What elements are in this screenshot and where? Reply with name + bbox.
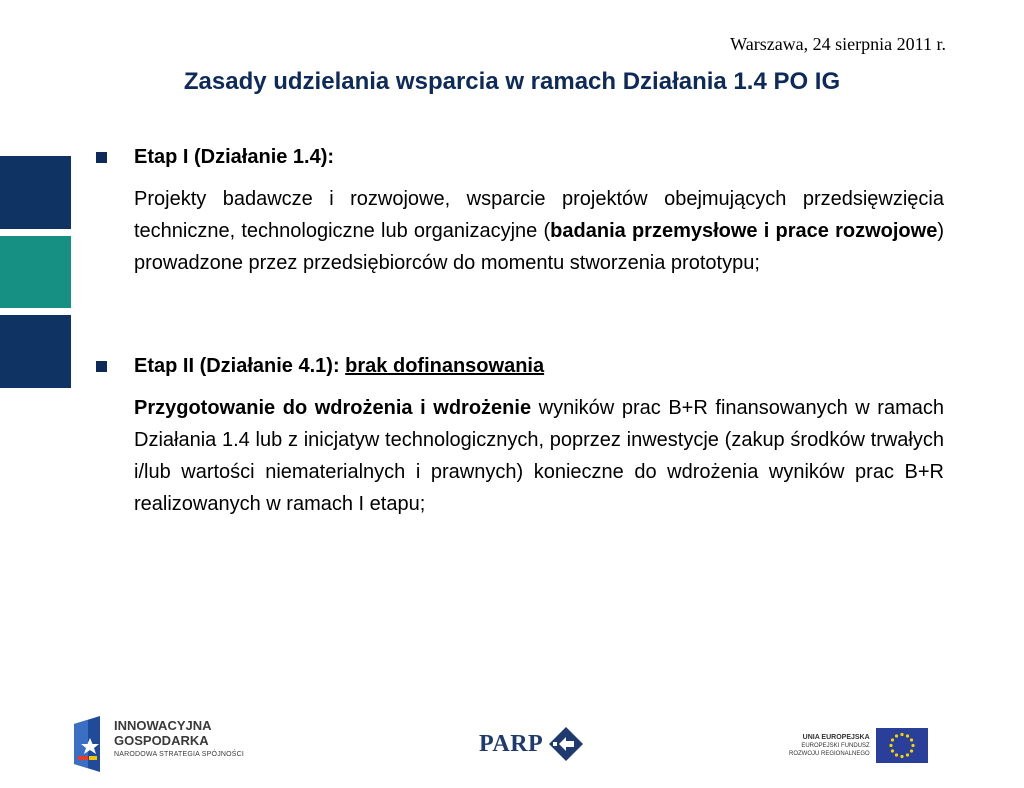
eu-star-icon — [895, 734, 898, 737]
ig-logo-line1: INNOWACYJNA — [114, 718, 212, 733]
eu-logo-line3: ROZWOJU REGIONALNEGO — [789, 751, 870, 757]
eu-star-icon — [891, 749, 894, 752]
parp-logo-text: PARP — [479, 730, 544, 757]
date-line: Warszawa, 24 sierpnia 2011 r. — [730, 34, 946, 54]
square-bullet-icon — [96, 152, 107, 163]
parp-logo — [479, 725, 585, 763]
eu-star-icon — [900, 733, 903, 736]
ig-logo-line3: NARODOWA STRATEGIA SPÓJNOŚCI — [114, 751, 245, 758]
stage2-heading — [134, 355, 544, 378]
parp-emblem-icon — [547, 725, 585, 763]
stage1-paragraph — [134, 183, 944, 279]
eu-erdf-logo — [789, 728, 928, 763]
stage1-para-post: ) prowadzone przez przedsiębiorców do momentu stworzenia prototypu; — [134, 220, 944, 274]
stage1-para-pre: Projekty badawcze i rozwojowe, wsparcie projektów obejmujących przedsięwzięcia techniczne, technologiczne lub organizacyjne ( — [134, 188, 944, 242]
stage1-section — [96, 146, 944, 279]
stage1-para-bold: badania przemysłowe i prace rozwojowe — [550, 220, 938, 242]
side-decor-block-bottom — [0, 315, 71, 388]
eu-star-icon — [906, 734, 909, 737]
eu-star-icon — [910, 738, 913, 741]
ig-emblem-icon — [74, 716, 106, 772]
eu-star-icon — [900, 755, 903, 758]
square-bullet-icon — [96, 361, 107, 372]
eu-logo-line2: EUROPEJSKI FUNDUSZ — [801, 743, 870, 749]
eu-star-icon — [889, 744, 892, 747]
side-decor-block-top — [0, 156, 71, 229]
stage2-para-post: wyników prac B+R finansowanych w ramach Działania 1.4 lub z inicjatyw technologicznych, poprzez inwestycje (zakup środków trwałych i/lub wartości niematerialnych i prawnych) konieczne do wdrożenia wyników prac B+R realizowanych w ramach I etapu; — [134, 397, 944, 515]
eu-star-icon — [906, 753, 909, 756]
innowacyjna-gospodarka-logo — [74, 716, 244, 772]
eu-star-icon — [910, 749, 913, 752]
eu-star-icon — [895, 753, 898, 756]
eu-star-icon — [911, 744, 914, 747]
eu-star-icon — [891, 738, 894, 741]
stage2-heading-text: Etap II (Działanie 4.1): — [134, 355, 340, 377]
stage2-para-bold: Przygotowanie do wdrożenia i wdrożenie — [134, 397, 532, 419]
eu-logo-line1: UNIA EUROPEJSKA — [802, 734, 870, 741]
eu-flag-icon — [876, 728, 928, 763]
stage2-heading-underlined: brak dofinansowania — [345, 355, 545, 377]
page-title: Zasady udzielania wsparcia w ramach Działania 1.4 PO IG — [183, 68, 841, 95]
stage2-paragraph — [134, 392, 944, 520]
side-decor-block-middle — [0, 236, 71, 308]
stage1-heading: Etap I (Działanie 1.4): — [134, 146, 335, 168]
stage2-section — [96, 355, 944, 520]
ig-logo-line2: GOSPODARKA — [114, 733, 209, 748]
